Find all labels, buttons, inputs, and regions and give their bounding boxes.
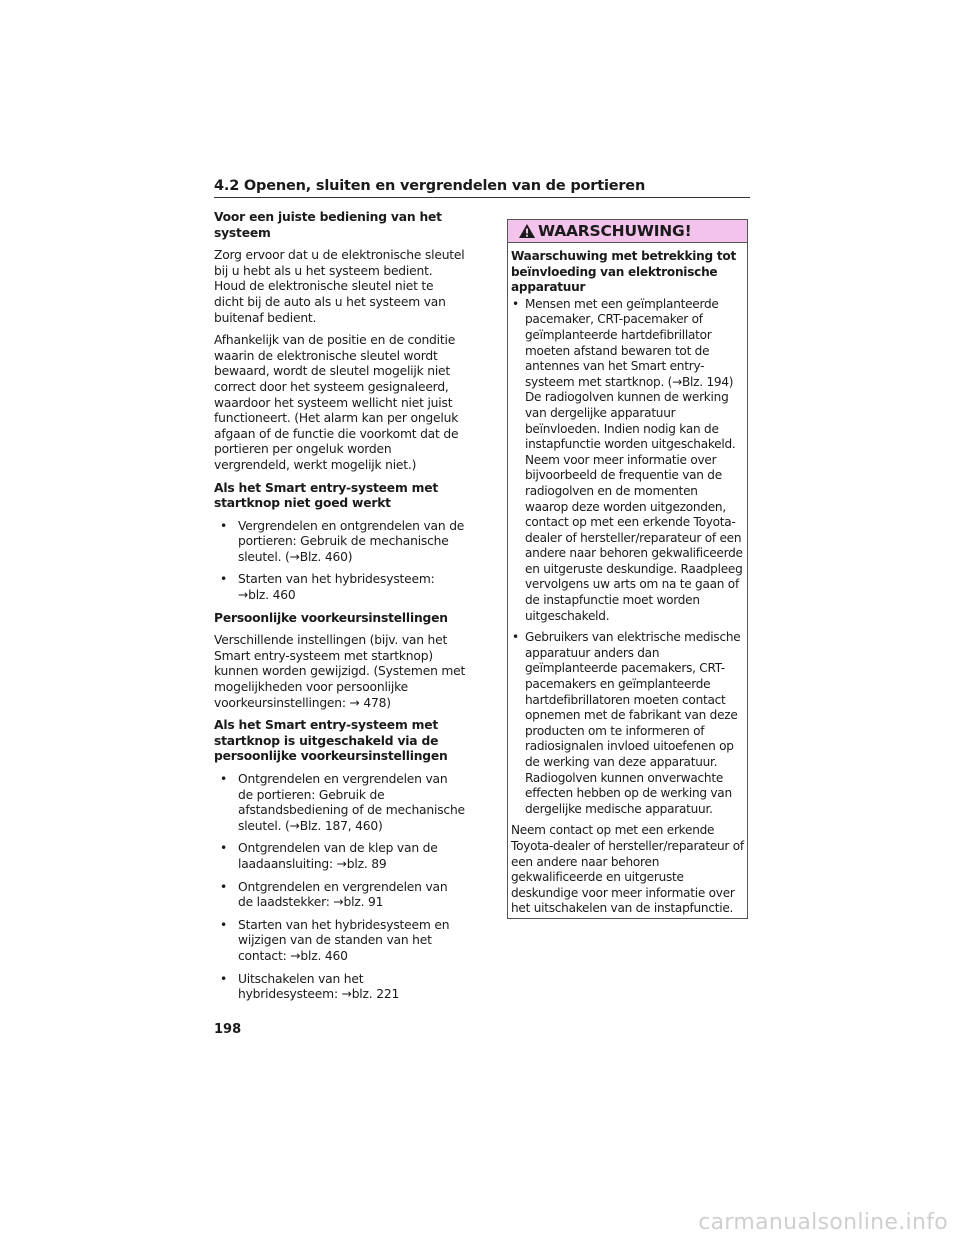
warning-box <box>507 219 748 919</box>
left-column <box>214 210 466 1010</box>
list-disabled <box>214 772 466 1003</box>
list-item: • Ontgrendelen en vergrendelen van de portieren: Gebruik de afstandsbediening of de mechanische sleutel. (→Blz. 187, 460) <box>214 772 466 834</box>
list-item: • Starten van het hybridesysteem: →blz. 460 <box>214 572 466 603</box>
paragraph-keep-key: Zorg ervoor dat u de elektronische sleutel bij u hebt als u het systeem bedient. Houd de elektronische sleutel niet te dicht bij de auto als u het systeem van buitenaf bedient. <box>214 248 465 325</box>
heading-not-working: Als het Smart entry-systeem met startknop niet goed werkt <box>214 480 439 511</box>
list-item: • Vergrendelen en ontgrendelen van de portieren: Gebruik de mechanische sleutel. (→Blz. 460) <box>214 519 466 566</box>
list-item: • Mensen met een geïmplanteerde pacemaker, CRT-pacemaker of geïmplanteerde hartdefibrillator moeten afstand bewaren tot de antennes van het Smart entry-systeem met startknop. (→Blz. 194) De radiogolven kunnen de werking van dergelijke apparatuur beïnvloeden. Indien nodig kan de instapfunctie worden uitgeschakeld. Neem voor meer informatie over bijvoorbeeld de frequentie van de radiogolven en de momenten waarop deze worden uitgezonden, contact op met een erkende Toyota-dealer of hersteller/reparateur of een andere naar behoren gekwalificeerde en uitgeruste deskundige. Raadpleeg vervolgens uw arts om na te gaan of de instapfunctie moet worden uitgeschakeld. <box>511 297 744 624</box>
warning-title: WAARSCHUWING! <box>538 222 692 240</box>
page-number: 198 <box>214 1022 242 1037</box>
warning-body <box>508 243 747 917</box>
list-item: • Ontgrendelen en vergrendelen van de laadstekker: →blz. 91 <box>214 880 466 911</box>
warning-list <box>511 297 744 818</box>
list-item: • Gebruikers van elektrische medische apparatuur anders dan geïmplanteerde pacemakers, CRT-pacemakers en geïmplanteerde hartdefibrillatoren moeten contact opnemen met de fabrikant van deze producten om te informeren of radiosignalen invloed uitoefenen op de werking van deze apparatuur. Radiogolven kunnen onverwachte effecten hebben op de werking van dergelijke medische apparatuur. <box>511 630 744 817</box>
list-item: • Uitschakelen van het hybridesysteem: →blz. 221 <box>214 972 466 1003</box>
paragraph-preferences: Verschillende instellingen (bijv. van het Smart entry-systeem met startknop) kunnen worden gewijzigd. (Systemen met mogelijkheden voor persoonlijke voorkeursinstellingen: → 478) <box>214 633 466 710</box>
list-not-working <box>214 519 466 604</box>
warning-subtitle: Waarschuwing met betrekking tot beïnvloeding van elektronische apparatuur <box>511 249 737 295</box>
paragraph-key-position: Afhankelijk van de positie en de conditie waarin de elektronische sleutel wordt bewaard, wordt de sleutel mogelijk niet correct door het systeem gesignaleerd, waardoor het systeem wellicht niet juist functioneert. (Het alarm kan per ongeluk afgaan of de functie die voorkomt dat de portieren per ongeluk worden vergrendeld, werkt mogelijk niet.) <box>214 333 459 472</box>
section-header: 4.2 Openen, sluiten en vergrendelen van de portieren <box>214 178 750 198</box>
watermark: carmanualsonline.info <box>698 1210 948 1235</box>
heading-preferences: Persoonlijke voorkeursinstellingen <box>214 610 448 625</box>
list-item: • Starten van het hybridesysteem en wijzigen van de standen van het contact: →blz. 460 <box>214 918 466 965</box>
list-item: • Ontgrendelen van de klep van de laadaansluiting: →blz. 89 <box>214 841 466 872</box>
warning-header <box>508 220 747 243</box>
heading-disabled: Als het Smart entry-systeem met startknop is uitgeschakeld via de persoonlijke voorkeursinstellingen <box>214 718 448 764</box>
warning-triangle-icon <box>518 223 536 239</box>
warning-closing: Neem contact op met een erkende Toyota-dealer of hersteller/reparateur of een andere naar behoren gekwalificeerde en uitgeruste deskundige voor meer informatie over het uitschakelen van de instapfunctie. <box>511 823 744 916</box>
heading-correct-operation: Voor een juiste bediening van het systeem <box>214 210 442 240</box>
